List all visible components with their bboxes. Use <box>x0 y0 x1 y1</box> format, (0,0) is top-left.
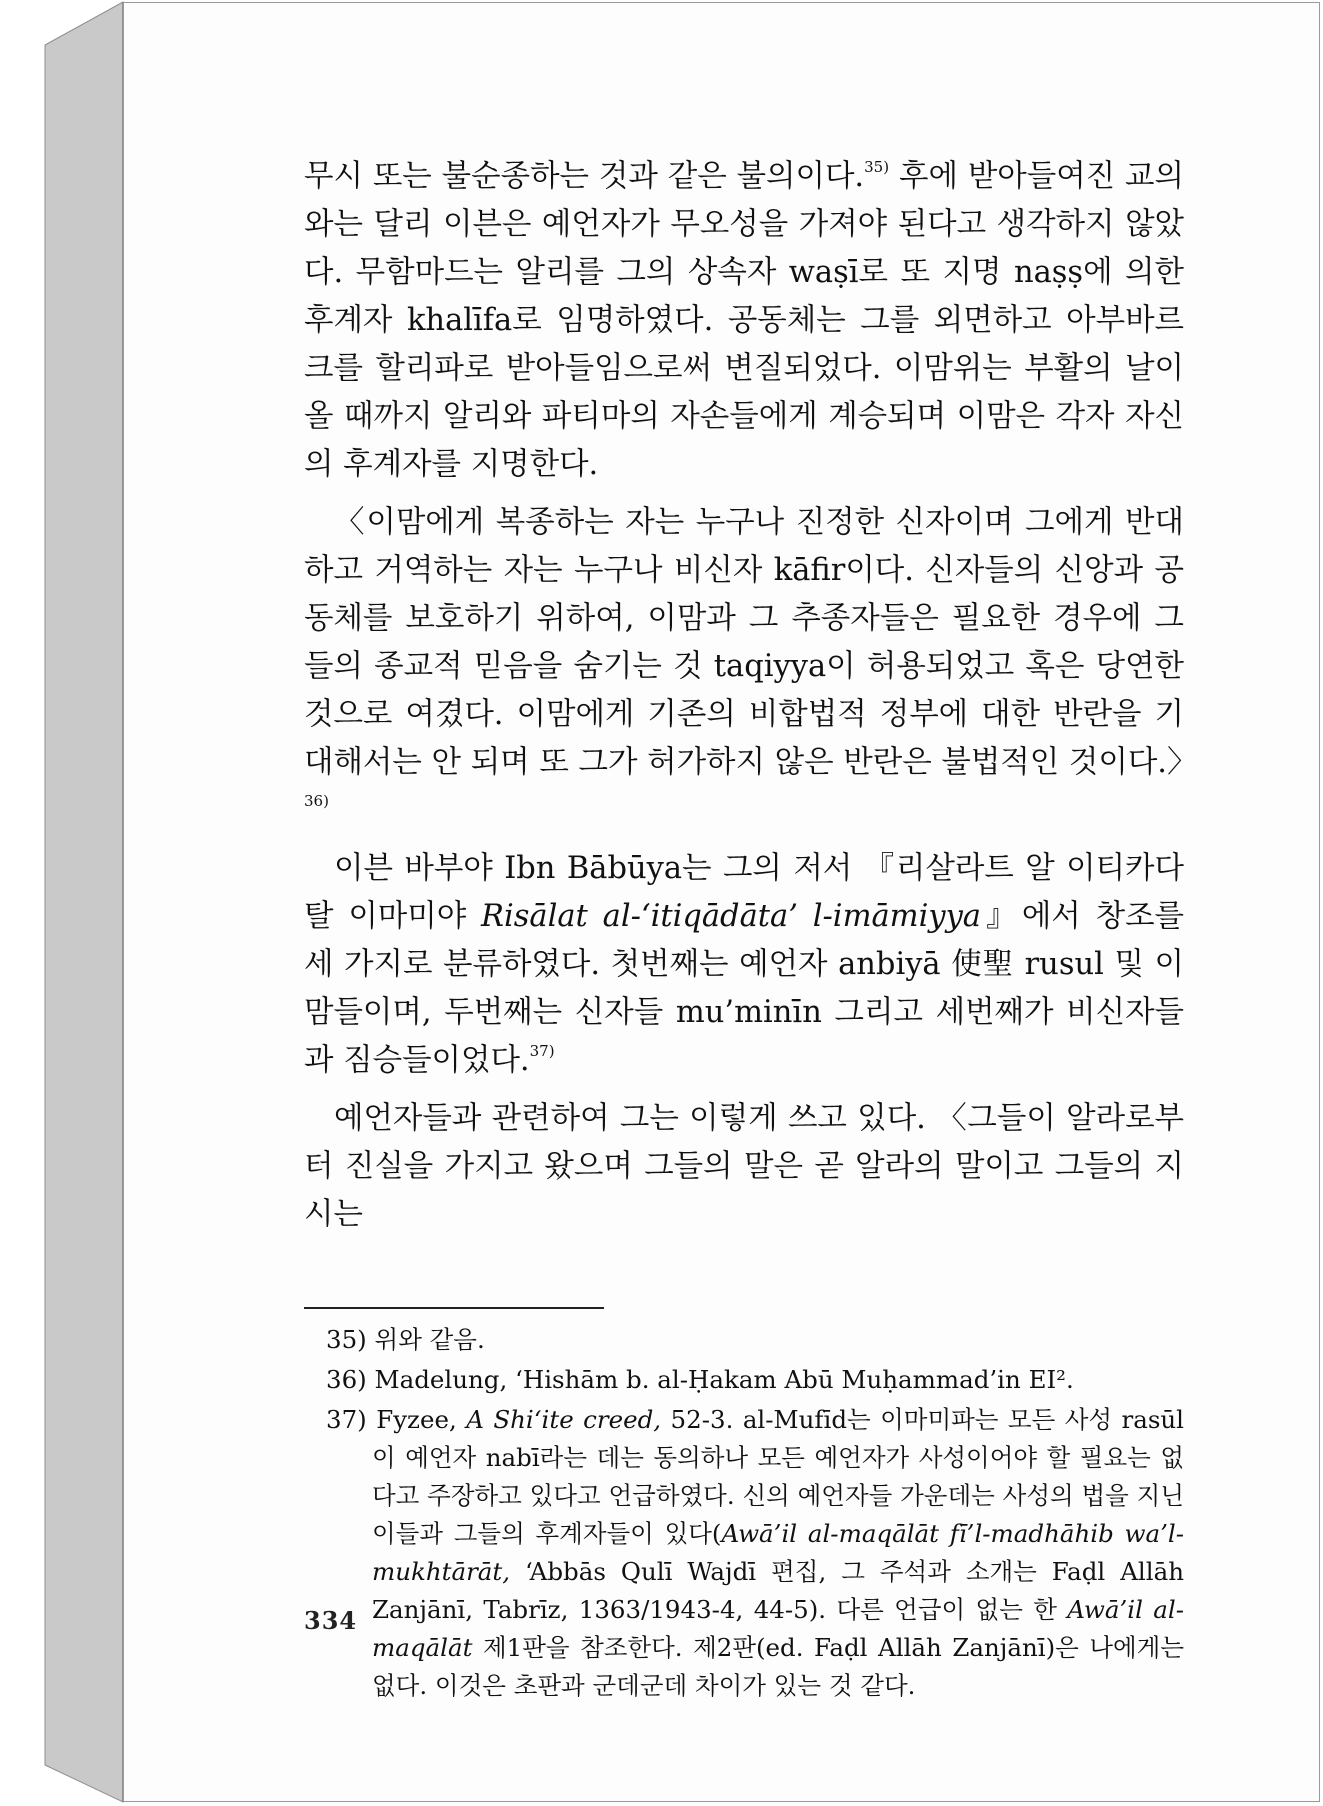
text-run: 36) Madelung, ‘Hishām b. al-Ḥakam Abū Muḥammad’in EI². <box>326 1365 1074 1394</box>
text-run: 35) 위와 같음. <box>326 1325 485 1354</box>
footnote-ref: 37) <box>529 1042 555 1060</box>
italic-title: Awā’il al-maqālāt <box>372 1595 1185 1662</box>
footnote-item <box>326 1401 1184 1705</box>
body-paragraph <box>304 499 1198 835</box>
footnote-ref: 36) <box>304 792 329 810</box>
book-page <box>123 2 1320 1802</box>
body-paragraph <box>304 1095 1184 1239</box>
footnote-item <box>326 1321 1184 1359</box>
text-run: ‘Abbās Qulī Wajdī 편집, 그 주석과 소개는 Faḍl Allāh Zanjānī, Tabrīz, 1363/1943-4, 44-5). 다른 언급이 없는 한 <box>372 1557 1184 1624</box>
italic-title: Awā’il al-maqālāt fī’l-madhāhib wa’l-mukhtārāt, <box>372 1519 1184 1586</box>
body-text <box>304 153 1198 1239</box>
footnote-rule <box>304 1307 604 1309</box>
body-paragraph <box>304 153 1184 489</box>
footnotes <box>304 1321 1184 1705</box>
footnote-item <box>326 1361 1184 1399</box>
text-run: 〈이맘에게 복종하는 자는 누구나 진정한 신자이며 그에게 반대하고 거역하는 자는 누구나 비신자 kāfir이다. 신자들의 신앙과 공동체를 보호하기 위하여, 이맘과 그 추종자들은 필요한 경우에 그들의 종교적 믿음을 숨기는 것 taqiyya이 허용되었고 혹은 당연한 것으로 여겼다. 이맘에게 기존의 비합법적 정부에 대한 반란을 기대해서는 안 되며 또 그가 허가하지 않은 반란은 불법적인 것이다.〉 <box>304 505 1198 780</box>
page-number: 334 <box>304 1606 358 1635</box>
italic-title: A Shi‘ite creed, <box>466 1405 662 1434</box>
text-run: 제1판을 참조한다. 제2판(ed. Faḍl Allāh Zanjānī)은 나에게는 없다. 이것은 초판과 군데군데 차이가 있는 것 같다. <box>372 1633 1184 1700</box>
page-content <box>304 153 1198 1707</box>
text-run: 예언자들과 관련하여 그는 이렇게 쓰고 있다. 〈그들이 알라로부터 진실을 가지고 왔으며 그들의 말은 곧 알라의 말이고 그들의 지시는 <box>304 1101 1184 1232</box>
italic-title: Risālat al-‘itiqādāta’ l-imāmiyya <box>481 899 981 934</box>
text-run: 무시 또는 불순종하는 것과 같은 불의이다. <box>304 159 865 194</box>
footnote-ref: 35) <box>864 158 890 176</box>
text-run: 』에서 창조를 세 가지로 분류하였다. 첫번째는 예언자 anbiyā 使聖 rusul 및 이맘들이며, 두번째는 신자들 mu’minīn 그리고 세번째가 비신자들과 짐승들이었다. <box>304 899 1184 1078</box>
body-paragraph <box>304 845 1184 1085</box>
text-run: 52-3. al-Mufīd는 이마미파는 모든 사성 rasūl이 예언자 nabī라는 데는 동의하나 모든 예언자가 사성이어야 할 필요는 없다고 주장하고 있다고 언급하였다. 신의 예언자들 가운데는 사성의 법을 지닌 이들과 그들의 후계자들이 있다( <box>372 1405 1185 1548</box>
text-run: 이븐 바부야 Ibn Bābūya는 그의 저서 『리살라트 알 이티카다탈 이마미야 <box>304 851 1184 934</box>
text-run: 후에 받아들여진 교의와는 달리 이븐은 예언자가 무오성을 가져야 된다고 생각하지 않았다. 무함마드는 알리를 그의 상속자 waṣī로 또 지명 naṣṣ에 의한 후계자 khalīfa로 임명하였다. 공동체는 그를 외면하고 아부바르크를 할리파로 받아들임으로써 변질되었다. 이맘위는 부활의 날이 올 때까지 알리와 파티마의 자손들에게 계승되며 이맘은 각자 자신의 후계자를 지명한다. <box>304 159 1184 482</box>
text-run: 37) Fyzee, <box>326 1405 467 1434</box>
